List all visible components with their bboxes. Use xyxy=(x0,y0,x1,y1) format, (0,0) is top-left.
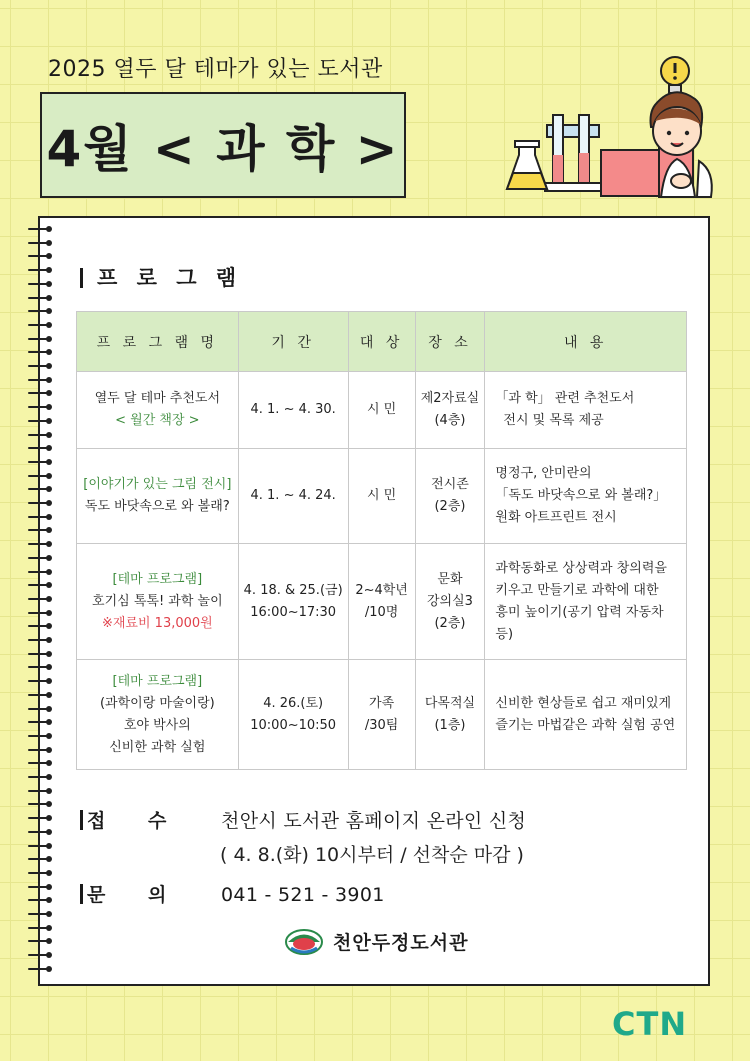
program-name-line: 독도 바닷속으로 와 볼래? xyxy=(84,499,230,514)
spiral-ring xyxy=(28,664,54,670)
spiral-ring xyxy=(28,829,54,835)
spiral-ring xyxy=(28,897,54,903)
spiral-ring xyxy=(28,514,54,520)
notebook-spiral xyxy=(28,226,54,978)
spiral-ring xyxy=(28,390,54,396)
program-name-cell xyxy=(77,660,239,770)
period-cell: 4. 1. ~ 4. 30. xyxy=(238,372,348,449)
spiral-ring xyxy=(28,925,54,931)
program-name-cell xyxy=(77,449,239,544)
place-line: 제2자료실 xyxy=(420,391,480,406)
spiral-ring xyxy=(28,377,54,383)
content-line: 흥미 높이기(공기 압력 자동차 등) xyxy=(495,604,664,642)
content-line: 즐기는 마법같은 과학 실험 공연 xyxy=(495,717,676,733)
column-header-name: 프 로 그 램 명 xyxy=(77,312,239,372)
place-line: (1층) xyxy=(434,717,466,733)
target-cell xyxy=(348,660,415,770)
month-title: 4월 < 과 학 > xyxy=(46,120,400,178)
spiral-ring xyxy=(28,911,54,917)
period-line: 10:00~10:50 xyxy=(250,717,337,733)
spiral-ring xyxy=(28,884,54,890)
spiral-ring xyxy=(28,788,54,794)
period-line: 16:00~17:30 xyxy=(250,604,337,620)
period-cell: 4. 1. ~ 4. 24. xyxy=(238,449,348,544)
spiral-ring xyxy=(28,843,54,849)
reception-row xyxy=(80,806,526,833)
content-cell xyxy=(485,660,687,770)
spiral-ring xyxy=(28,500,54,506)
ctn-watermark: CTN xyxy=(612,1005,688,1043)
library-logo xyxy=(285,928,468,955)
target-line: /30팀 xyxy=(364,717,399,733)
spiral-ring xyxy=(28,349,54,355)
spiral-ring xyxy=(28,747,54,753)
program-name-cell xyxy=(77,544,239,660)
spiral-ring xyxy=(28,322,54,328)
month-title-box xyxy=(40,92,406,198)
inquiry-label: 문 의 xyxy=(80,880,215,907)
place-cell xyxy=(415,372,485,449)
flask-icon xyxy=(507,141,547,189)
target-cell xyxy=(348,544,415,660)
content-cell xyxy=(485,372,687,449)
place-line: 전시존 xyxy=(431,477,469,492)
spiral-ring xyxy=(28,938,54,944)
spiral-ring xyxy=(28,527,54,533)
spiral-ring xyxy=(28,966,54,972)
place-cell xyxy=(415,660,485,770)
content-cell xyxy=(485,449,687,544)
place-line: (4층) xyxy=(434,413,466,428)
target-cell: 시 민 xyxy=(348,372,415,449)
table-header-row xyxy=(77,312,687,372)
spiral-ring xyxy=(28,267,54,273)
reception-detail: ( 4. 8.(화) 10시부터 / 선착순 마감 ) xyxy=(220,844,524,866)
content-line: 「과 학」 관련 추천도서 xyxy=(495,391,635,406)
spiral-ring xyxy=(28,733,54,739)
place-line: 강의실3 xyxy=(427,593,473,609)
program-category: [테마 프로그램] xyxy=(112,673,203,689)
table-row xyxy=(77,660,687,770)
place-cell xyxy=(415,449,485,544)
inquiry-row xyxy=(80,880,385,907)
content-line: 원화 아트프린트 전시 xyxy=(495,510,617,525)
spiral-ring xyxy=(28,445,54,451)
place-line: 다목적실 xyxy=(424,695,476,711)
reception-value: 천안시 도서관 홈페이지 온라인 신청 xyxy=(221,810,527,832)
target-cell: 시 민 xyxy=(348,449,415,544)
program-name-cell xyxy=(77,372,239,449)
content-line: 과학동화로 상상력과 창의력을 xyxy=(495,560,667,576)
content-cell xyxy=(485,544,687,660)
spiral-ring xyxy=(28,651,54,657)
spiral-ring xyxy=(28,596,54,602)
spiral-ring xyxy=(28,569,54,575)
spiral-ring xyxy=(28,418,54,424)
spiral-ring xyxy=(28,555,54,561)
period-cell xyxy=(238,660,348,770)
spiral-ring xyxy=(28,240,54,246)
spiral-ring xyxy=(28,774,54,780)
program-heading-text: 프 로 그 램 xyxy=(97,266,243,290)
spiral-ring xyxy=(28,281,54,287)
spiral-ring xyxy=(28,295,54,301)
program-table xyxy=(76,311,687,770)
table-row xyxy=(77,544,687,660)
content-line: 전시 및 목록 제공 xyxy=(503,413,604,428)
table-row xyxy=(77,449,687,544)
program-name-line: 열두 달 테마 추천도서 xyxy=(94,391,221,406)
period-cell xyxy=(238,544,348,660)
column-header-period: 기 간 xyxy=(238,312,348,372)
period-line: 4. 18. & 25.(금) xyxy=(243,582,343,598)
spiral-ring xyxy=(28,308,54,314)
content-line: 신비한 현상들로 쉽고 재미있게 xyxy=(495,695,672,711)
content-line: 「독도 바닷속으로 와 볼래?」 xyxy=(495,488,667,503)
spiral-ring xyxy=(28,706,54,712)
target-line: 2~4학년 xyxy=(355,582,408,598)
program-name-line: 호기심 톡톡! 과학 놀이 xyxy=(92,593,223,609)
target-line: 가족 xyxy=(369,695,395,711)
place-line: 문화 xyxy=(437,571,463,587)
program-subtitle: < 월간 책장 > xyxy=(115,413,200,428)
lightbulb-icon xyxy=(661,57,689,93)
spiral-ring xyxy=(28,815,54,821)
spiral-ring xyxy=(28,486,54,492)
spiral-ring xyxy=(28,952,54,958)
spiral-ring xyxy=(28,610,54,616)
place-cell xyxy=(415,544,485,660)
spiral-ring xyxy=(28,404,54,410)
spiral-ring xyxy=(28,226,54,232)
spiral-ring xyxy=(28,801,54,807)
column-header-place: 장 소 xyxy=(415,312,485,372)
spiral-ring xyxy=(28,623,54,629)
program-heading xyxy=(80,262,242,292)
program-name-line: 신비한 과학 실험 xyxy=(109,739,206,755)
library-emblem-icon xyxy=(285,929,323,955)
test-tube-stand-icon xyxy=(545,115,601,191)
column-header-content: 내 용 xyxy=(485,312,687,372)
spiral-ring xyxy=(28,678,54,684)
program-category: [테마 프로그램] xyxy=(112,571,203,587)
spiral-ring xyxy=(28,473,54,479)
spiral-ring xyxy=(28,719,54,725)
spiral-ring xyxy=(28,432,54,438)
science-illustration xyxy=(505,55,725,205)
period-line: 4. 26.(토) xyxy=(263,695,324,711)
spiral-ring xyxy=(28,363,54,369)
program-name-line: (과학이랑 마술이랑) xyxy=(99,695,215,711)
column-header-target: 대 상 xyxy=(348,312,415,372)
spiral-ring xyxy=(28,582,54,588)
content-line: 키우고 만들기로 과학에 대한 xyxy=(495,582,659,598)
spiral-ring xyxy=(28,253,54,259)
library-name: 천안두정도서관 xyxy=(333,932,469,954)
spiral-ring xyxy=(28,870,54,876)
program-category: [이야기가 있는 그림 전시] xyxy=(83,477,232,492)
target-line: /10명 xyxy=(364,604,399,620)
spiral-ring xyxy=(28,637,54,643)
material-fee: ※재료비 13,000원 xyxy=(101,615,213,631)
reception-label: 접 수 xyxy=(80,806,215,833)
place-line: (2층) xyxy=(434,615,466,631)
spiral-ring xyxy=(28,692,54,698)
spiral-ring xyxy=(28,856,54,862)
spiral-ring xyxy=(28,459,54,465)
program-name-line: 호야 박사의 xyxy=(123,717,191,733)
spiral-ring xyxy=(28,760,54,766)
content-line: 명정구, 안미란의 xyxy=(495,466,592,481)
page-title: 2025 열두 달 테마가 있는 도서관 xyxy=(48,57,383,82)
place-line: (2층) xyxy=(434,499,466,514)
table-row xyxy=(77,372,687,449)
inquiry-phone: 041 - 521 - 3901 xyxy=(221,884,385,906)
spiral-ring xyxy=(28,541,54,547)
spiral-ring xyxy=(28,336,54,342)
